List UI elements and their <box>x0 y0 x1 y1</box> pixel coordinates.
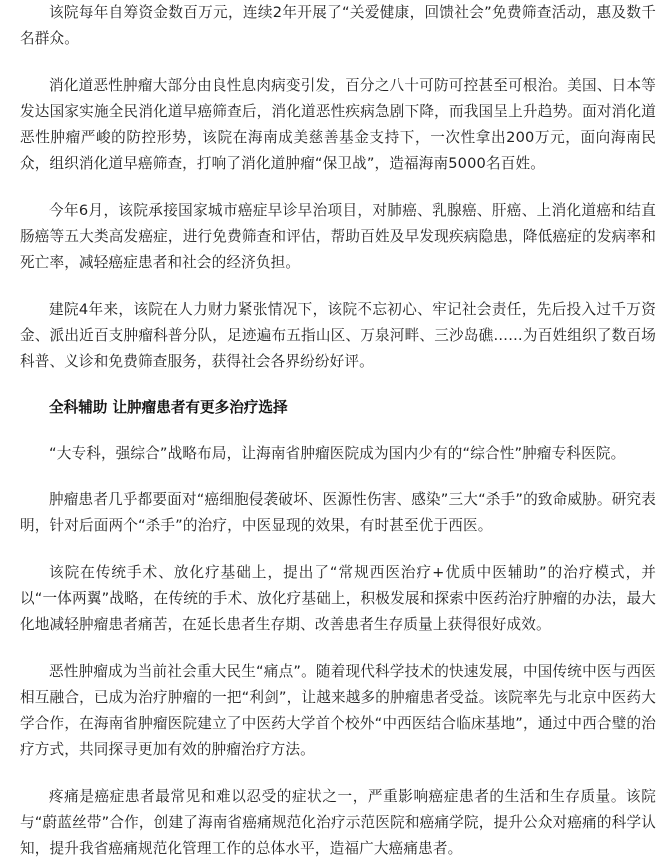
paragraph-spacer <box>20 763 656 784</box>
paragraph-early-diagnosis-project: 今年6月，该院承接国家城市癌症早诊早治项目，对肺癌、乳腺癌、肝癌、上消化道癌和结直肠癌等五大类高发癌症，进行免费筛查和评估，帮助百姓及早发现疾病隐患，降低癌症的发病率和死亡率，减轻癌症患者和社会的经济负担。 <box>20 202 656 271</box>
paragraph-spacer <box>20 638 656 659</box>
paragraph-spacer <box>20 421 656 441</box>
paragraph-strategy-layout: “大专科，强综合”战略布局，让海南省肿瘤医院成为国内少有的“综合性”肿瘤专科医院。 <box>49 445 626 462</box>
paragraph-spacer <box>20 177 656 198</box>
paragraph-four-years: 建院4年来，该院在人力财力紧张情况下，该院不忘初心、牢记社会责任，先后投入过千万资金、派出近百支肿瘤科普分队，足迹遍布五指山区、万泉河畔、三沙岛礁……为百姓组织了数百场科普、义诊和免费筛查服务，获得社会各界纷纷好评。 <box>20 301 656 370</box>
paragraph-spacer <box>20 52 656 73</box>
paragraph-spacer <box>20 375 656 395</box>
section-heading: 全科辅助 让肿瘤患者有更多治疗选择 <box>49 399 288 416</box>
paragraph-tcm-integration: 恶性肿瘤成为当前社会重大民生“痛点”。随着现代科学技术的快速发展，中国传统中医与西医相互融合，已成为治疗肿瘤的一把“利剑”，让越来越多的肿瘤患者受益。该院率先与北京中医药大学合作，在海南省肿瘤医院建立了中医药大学首个校外“中西医结合临床基地”，通过中西合璧的治疗方式，共同探寻更加有效的肿瘤治疗方法。 <box>20 663 656 758</box>
paragraph-three-killers: 肿瘤患者几乎都要面对“癌细胞侵袭破坏、医源性伤害、感染”三大“杀手”的致命威胁。研究表明，针对后面两个“杀手”的治疗，中医显现的效果，有时甚至优于西医。 <box>20 491 656 534</box>
paragraph-screening-activity: 该院每年自筹资金数百万元，连续2年开展了“关爱健康，回馈社会”免费筛查活动，惠及数千名群众。 <box>20 4 656 47</box>
paragraph-spacer <box>20 539 656 560</box>
paragraph-cancer-pain: 疼痛是癌症患者最常见和难以忍受的症状之一，严重影响癌症患者的生活和生存质量。该院与“蔚蓝丝带”合作，创建了海南省癌痛规范化治疗示范医院和癌痛学院，提升公众对癌痛的科学认知，提升我省癌痛规范化管理工作的总体水平，造福广大癌痛患者。 <box>20 788 656 857</box>
article-body <box>20 0 656 862</box>
paragraph-spacer <box>20 467 656 487</box>
paragraph-spacer <box>20 276 656 297</box>
paragraph-digestive-cancer: 消化道恶性肿瘤大部分由良性息肉病变引发，百分之八十可防可控甚至可根治。美国、日本等发达国家实施全民消化道早癌筛查后，消化道恶性疾病急剧下降，而我国呈上升趋势。面对消化道恶性肿瘤严峻的防控形势，该院在海南成美慈善基金支持下，一次性拿出200万元，面向海南民众，组织消化道早癌筛查，打响了消化道肿瘤“保卫战”，造福海南5000名百姓。 <box>20 77 656 172</box>
paragraph-treatment-model: 该院在传统手术、放化疗基础上，提出了“常规西医治疗+优质中医辅助”的治疗模式，并以“一体两翼”战略，在传统的手术、放化疗基础上，积极发展和探索中医药治疗肿瘤的办法，最大化地减轻肿瘤患者痛苦，在延长患者生存期、改善患者生存质量上获得很好成效。 <box>20 564 656 633</box>
